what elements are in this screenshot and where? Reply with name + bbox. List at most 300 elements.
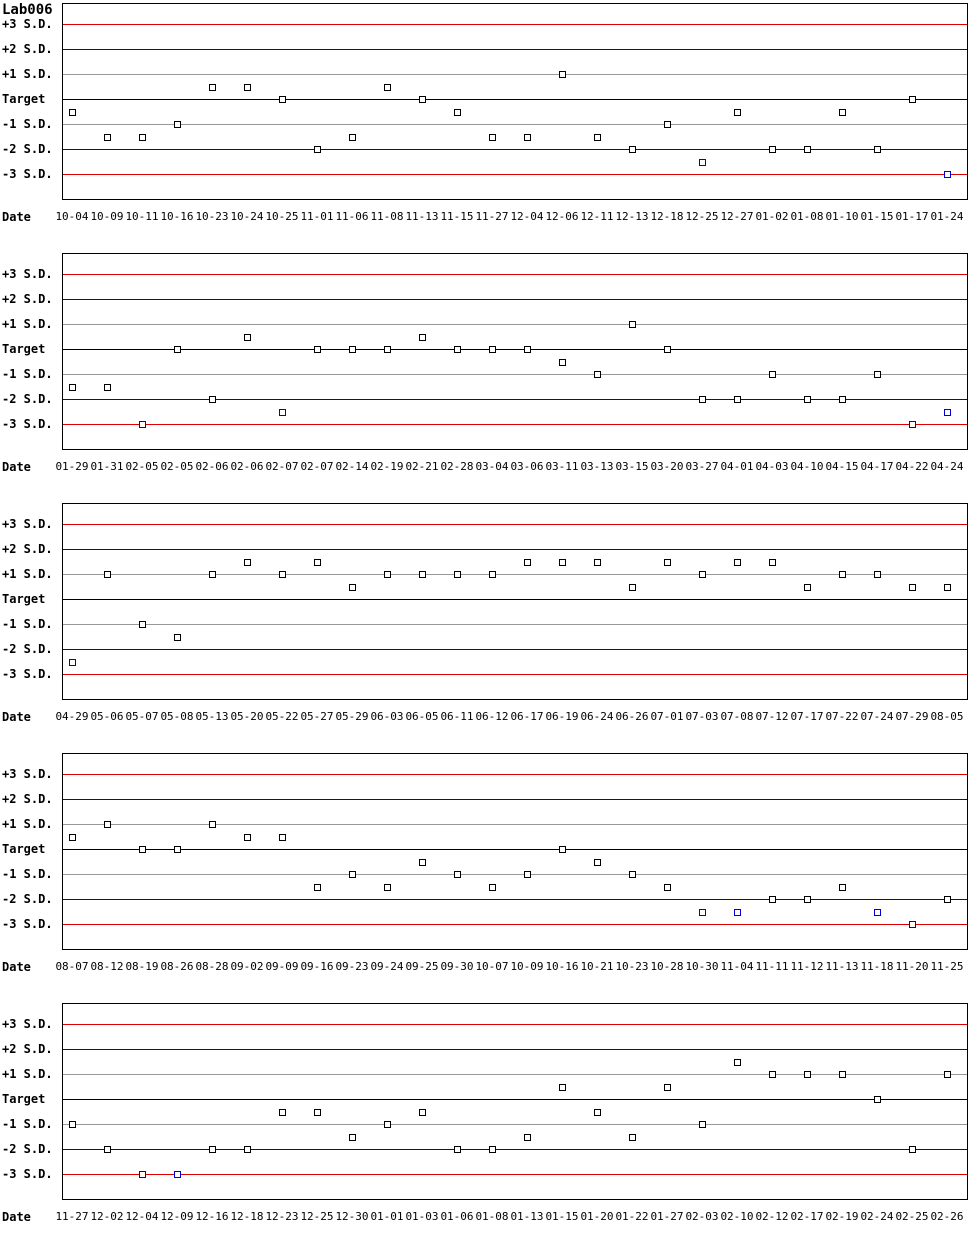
qc-data-point bbox=[909, 921, 916, 928]
qc-data-point bbox=[839, 884, 846, 891]
x-tick-label: 07-12 bbox=[755, 710, 789, 723]
x-tick-label: 12-25 bbox=[685, 210, 719, 223]
qc-data-point bbox=[69, 1121, 76, 1128]
x-tick-label: 04-24 bbox=[930, 460, 964, 473]
qc-data-point bbox=[734, 109, 741, 116]
y-axis-label: -2 S.D. bbox=[2, 392, 53, 406]
x-tick-label: 09-24 bbox=[370, 960, 404, 973]
x-tick-label: 02-24 bbox=[860, 1210, 894, 1223]
x-tick-label: 10-30 bbox=[685, 960, 719, 973]
qc-data-point bbox=[384, 884, 391, 891]
x-tick-label: 11-12 bbox=[790, 960, 824, 973]
minus-3-sd-line bbox=[63, 424, 967, 425]
qc-data-point bbox=[349, 871, 356, 878]
y-axis-label: +3 S.D. bbox=[2, 767, 53, 781]
y-axis-label: -1 S.D. bbox=[2, 867, 53, 881]
qc-data-point bbox=[944, 409, 951, 416]
plus-2-sd-line bbox=[63, 799, 967, 800]
x-tick-label: 09-02 bbox=[230, 960, 264, 973]
qc-data-point bbox=[209, 1146, 216, 1153]
x-tick-label: 11-04 bbox=[720, 960, 754, 973]
y-axis-label: -1 S.D. bbox=[2, 367, 53, 381]
qc-data-point bbox=[874, 909, 881, 916]
x-tick-label: 10-23 bbox=[615, 960, 649, 973]
y-axis-label: Target bbox=[2, 342, 46, 356]
x-tick-label: 02-06 bbox=[195, 460, 229, 473]
qc-data-point bbox=[349, 134, 356, 141]
qc-data-point bbox=[769, 146, 776, 153]
x-tick-label: 03-20 bbox=[650, 460, 684, 473]
x-tick-label: 07-22 bbox=[825, 710, 859, 723]
y-axis-label: -2 S.D. bbox=[2, 142, 53, 156]
qc-data-point bbox=[69, 109, 76, 116]
date-axis-label: Date bbox=[2, 210, 31, 224]
y-axis-label: +1 S.D. bbox=[2, 567, 53, 581]
qc-data-point bbox=[664, 346, 671, 353]
x-tick-label: 12-13 bbox=[615, 210, 649, 223]
x-tick-label: 03-13 bbox=[580, 460, 614, 473]
date-axis-label: Date bbox=[2, 710, 31, 724]
x-tick-label: 12-30 bbox=[335, 1210, 369, 1223]
qc-data-point bbox=[594, 859, 601, 866]
y-axis-label: -2 S.D. bbox=[2, 1142, 53, 1156]
y-axis-label: -3 S.D. bbox=[2, 667, 53, 681]
qc-data-point bbox=[454, 571, 461, 578]
qc-data-point bbox=[524, 871, 531, 878]
date-axis-label: Date bbox=[2, 460, 31, 474]
x-tick-label: 02-19 bbox=[825, 1210, 859, 1223]
x-tick-label: 11-08 bbox=[370, 210, 404, 223]
x-tick-label: 01-22 bbox=[615, 1210, 649, 1223]
qc-data-point bbox=[804, 396, 811, 403]
x-tick-label: 08-05 bbox=[930, 710, 964, 723]
x-tick-label: 11-06 bbox=[335, 210, 369, 223]
qc-data-point bbox=[104, 571, 111, 578]
x-tick-label: 02-07 bbox=[265, 460, 299, 473]
minus-1-sd-line bbox=[63, 874, 967, 875]
qc-data-point bbox=[279, 571, 286, 578]
qc-data-point bbox=[734, 1059, 741, 1066]
qc-data-point bbox=[839, 1071, 846, 1078]
x-tick-label: 10-04 bbox=[55, 210, 89, 223]
qc-data-point bbox=[909, 96, 916, 103]
qc-data-point bbox=[419, 334, 426, 341]
qc-data-point bbox=[594, 134, 601, 141]
qc-data-point bbox=[944, 171, 951, 178]
qc-data-point bbox=[664, 1084, 671, 1091]
minus-2-sd-line bbox=[63, 899, 967, 900]
x-tick-label: 01-27 bbox=[650, 1210, 684, 1223]
qc-data-point bbox=[314, 146, 321, 153]
x-tick-label: 11-11 bbox=[755, 960, 789, 973]
minus-1-sd-line bbox=[63, 374, 967, 375]
x-tick-label: 05-22 bbox=[265, 710, 299, 723]
x-tick-label: 02-07 bbox=[300, 460, 334, 473]
date-axis-label: Date bbox=[2, 960, 31, 974]
qc-data-point bbox=[244, 834, 251, 841]
qc-data-point bbox=[629, 1134, 636, 1141]
x-tick-label: 05-07 bbox=[125, 710, 159, 723]
x-tick-label: 01-24 bbox=[930, 210, 964, 223]
x-tick-label: 02-05 bbox=[160, 460, 194, 473]
x-tick-label: 03-04 bbox=[475, 460, 509, 473]
x-tick-label: 01-10 bbox=[825, 210, 859, 223]
qc-data-point bbox=[699, 571, 706, 578]
qc-data-point bbox=[769, 1071, 776, 1078]
qc-data-point bbox=[874, 1096, 881, 1103]
qc-data-point bbox=[559, 71, 566, 78]
x-tick-label: 10-24 bbox=[230, 210, 264, 223]
qc-data-point bbox=[419, 1109, 426, 1116]
qc-data-point bbox=[209, 84, 216, 91]
qc-chart-panel-5 bbox=[62, 1003, 968, 1200]
qc-data-point bbox=[174, 121, 181, 128]
qc-data-point bbox=[804, 584, 811, 591]
qc-data-point bbox=[454, 346, 461, 353]
qc-data-point bbox=[664, 884, 671, 891]
qc-data-point bbox=[454, 109, 461, 116]
minus-3-sd-line bbox=[63, 674, 967, 675]
qc-data-point bbox=[909, 1146, 916, 1153]
x-tick-label: 06-19 bbox=[545, 710, 579, 723]
y-axis-label: -3 S.D. bbox=[2, 917, 53, 931]
x-tick-label: 10-25 bbox=[265, 210, 299, 223]
qc-data-point bbox=[419, 96, 426, 103]
plus-1-sd-line bbox=[63, 574, 967, 575]
qc-data-point bbox=[69, 659, 76, 666]
target-line bbox=[63, 99, 967, 100]
x-tick-label: 02-14 bbox=[335, 460, 369, 473]
x-tick-label: 02-06 bbox=[230, 460, 264, 473]
x-tick-label: 11-15 bbox=[440, 210, 474, 223]
qc-data-point bbox=[349, 1134, 356, 1141]
qc-data-point bbox=[139, 1171, 146, 1178]
target-line bbox=[63, 849, 967, 850]
qc-data-point bbox=[244, 84, 251, 91]
x-tick-label: 04-01 bbox=[720, 460, 754, 473]
qc-data-point bbox=[734, 396, 741, 403]
qc-data-point bbox=[349, 584, 356, 591]
qc-data-point bbox=[174, 346, 181, 353]
plus-1-sd-line bbox=[63, 1074, 967, 1075]
x-tick-label: 01-03 bbox=[405, 1210, 439, 1223]
x-tick-label: 12-23 bbox=[265, 1210, 299, 1223]
plus-3-sd-line bbox=[63, 274, 967, 275]
qc-data-point bbox=[629, 584, 636, 591]
qc-data-point bbox=[594, 1109, 601, 1116]
x-tick-label: 03-15 bbox=[615, 460, 649, 473]
qc-data-point bbox=[104, 821, 111, 828]
x-tick-label: 11-27 bbox=[475, 210, 509, 223]
minus-2-sd-line bbox=[63, 1149, 967, 1150]
x-tick-label: 01-08 bbox=[790, 210, 824, 223]
x-tick-label: 11-18 bbox=[860, 960, 894, 973]
qc-data-point bbox=[384, 346, 391, 353]
x-tick-label: 12-25 bbox=[300, 1210, 334, 1223]
minus-3-sd-line bbox=[63, 174, 967, 175]
qc-data-point bbox=[279, 834, 286, 841]
y-axis-label: Target bbox=[2, 1092, 46, 1106]
qc-data-point bbox=[734, 909, 741, 916]
qc-data-point bbox=[699, 396, 706, 403]
qc-data-point bbox=[104, 134, 111, 141]
qc-data-point bbox=[139, 421, 146, 428]
x-tick-label: 08-26 bbox=[160, 960, 194, 973]
x-tick-label: 02-19 bbox=[370, 460, 404, 473]
x-tick-label: 07-17 bbox=[790, 710, 824, 723]
y-axis-label: -1 S.D. bbox=[2, 1117, 53, 1131]
qc-data-point bbox=[769, 896, 776, 903]
qc-data-point bbox=[454, 1146, 461, 1153]
qc-data-point bbox=[559, 1084, 566, 1091]
qc-data-point bbox=[699, 159, 706, 166]
minus-3-sd-line bbox=[63, 924, 967, 925]
x-tick-label: 10-21 bbox=[580, 960, 614, 973]
plus-2-sd-line bbox=[63, 299, 967, 300]
y-axis-label: +2 S.D. bbox=[2, 292, 53, 306]
y-axis-label: +1 S.D. bbox=[2, 317, 53, 331]
qc-data-point bbox=[769, 371, 776, 378]
qc-data-point bbox=[209, 396, 216, 403]
x-tick-label: 01-29 bbox=[55, 460, 89, 473]
qc-chart-panel-4 bbox=[62, 753, 968, 950]
y-axis-label: +3 S.D. bbox=[2, 17, 53, 31]
x-tick-label: 12-18 bbox=[230, 1210, 264, 1223]
x-tick-label: 01-13 bbox=[510, 1210, 544, 1223]
qc-data-point bbox=[594, 371, 601, 378]
qc-data-point bbox=[524, 134, 531, 141]
qc-data-point bbox=[314, 559, 321, 566]
qc-data-point bbox=[559, 359, 566, 366]
y-axis-label: -3 S.D. bbox=[2, 417, 53, 431]
x-tick-label: 02-21 bbox=[405, 460, 439, 473]
x-tick-label: 11-13 bbox=[405, 210, 439, 223]
plus-1-sd-line bbox=[63, 824, 967, 825]
qc-data-point bbox=[489, 884, 496, 891]
plus-2-sd-line bbox=[63, 549, 967, 550]
plus-1-sd-line bbox=[63, 324, 967, 325]
qc-data-point bbox=[804, 1071, 811, 1078]
qc-data-point bbox=[489, 346, 496, 353]
qc-data-point bbox=[279, 409, 286, 416]
qc-data-point bbox=[244, 1146, 251, 1153]
x-tick-label: 06-03 bbox=[370, 710, 404, 723]
x-tick-label: 02-26 bbox=[930, 1210, 964, 1223]
qc-data-point bbox=[734, 559, 741, 566]
x-tick-label: 06-05 bbox=[405, 710, 439, 723]
y-axis-label: -2 S.D. bbox=[2, 892, 53, 906]
x-tick-label: 04-10 bbox=[790, 460, 824, 473]
x-tick-label: 04-03 bbox=[755, 460, 789, 473]
qc-data-point bbox=[279, 1109, 286, 1116]
x-tick-label: 01-15 bbox=[860, 210, 894, 223]
y-axis-label: Target bbox=[2, 92, 46, 106]
qc-data-point bbox=[944, 584, 951, 591]
qc-chart-panel-3 bbox=[62, 503, 968, 700]
y-axis-label: +1 S.D. bbox=[2, 817, 53, 831]
y-axis-label: +1 S.D. bbox=[2, 1067, 53, 1081]
x-tick-label: 07-01 bbox=[650, 710, 684, 723]
target-line bbox=[63, 349, 967, 350]
x-tick-label: 12-11 bbox=[580, 210, 614, 223]
y-axis-label: +1 S.D. bbox=[2, 67, 53, 81]
qc-data-point bbox=[69, 834, 76, 841]
x-tick-label: 09-23 bbox=[335, 960, 369, 973]
qc-data-point bbox=[384, 1121, 391, 1128]
qc-data-point bbox=[769, 559, 776, 566]
plus-3-sd-line bbox=[63, 1024, 967, 1025]
qc-data-point bbox=[209, 821, 216, 828]
x-tick-label: 01-01 bbox=[370, 1210, 404, 1223]
x-tick-label: 06-17 bbox=[510, 710, 544, 723]
x-tick-label: 10-16 bbox=[545, 960, 579, 973]
y-axis-label: +2 S.D. bbox=[2, 1042, 53, 1056]
qc-data-point bbox=[559, 846, 566, 853]
plus-3-sd-line bbox=[63, 524, 967, 525]
x-tick-label: 10-23 bbox=[195, 210, 229, 223]
x-tick-label: 10-16 bbox=[160, 210, 194, 223]
x-tick-label: 08-07 bbox=[55, 960, 89, 973]
x-tick-label: 10-09 bbox=[90, 210, 124, 223]
qc-data-point bbox=[629, 146, 636, 153]
plus-2-sd-line bbox=[63, 49, 967, 50]
y-axis-label: +2 S.D. bbox=[2, 792, 53, 806]
minus-2-sd-line bbox=[63, 649, 967, 650]
qc-data-point bbox=[139, 134, 146, 141]
qc-data-point bbox=[174, 634, 181, 641]
qc-data-point bbox=[839, 396, 846, 403]
qc-data-point bbox=[209, 571, 216, 578]
y-axis-label: +3 S.D. bbox=[2, 1017, 53, 1031]
x-tick-label: 10-11 bbox=[125, 210, 159, 223]
page-title: Lab006 bbox=[2, 2, 53, 18]
qc-data-point bbox=[104, 384, 111, 391]
qc-data-point bbox=[839, 109, 846, 116]
qc-data-point bbox=[524, 1134, 531, 1141]
x-tick-label: 03-11 bbox=[545, 460, 579, 473]
x-tick-label: 06-26 bbox=[615, 710, 649, 723]
plus-3-sd-line bbox=[63, 774, 967, 775]
x-tick-label: 04-15 bbox=[825, 460, 859, 473]
x-tick-label: 09-30 bbox=[440, 960, 474, 973]
qc-data-point bbox=[174, 846, 181, 853]
x-tick-label: 11-20 bbox=[895, 960, 929, 973]
qc-data-point bbox=[349, 346, 356, 353]
qc-data-point bbox=[244, 559, 251, 566]
x-tick-label: 11-25 bbox=[930, 960, 964, 973]
qc-data-point bbox=[104, 1146, 111, 1153]
minus-1-sd-line bbox=[63, 624, 967, 625]
x-tick-label: 10-09 bbox=[510, 960, 544, 973]
qc-data-point bbox=[804, 146, 811, 153]
plus-2-sd-line bbox=[63, 1049, 967, 1050]
x-tick-label: 05-20 bbox=[230, 710, 264, 723]
y-axis-label: +3 S.D. bbox=[2, 517, 53, 531]
x-tick-label: 07-08 bbox=[720, 710, 754, 723]
y-axis-label: -3 S.D. bbox=[2, 1167, 53, 1181]
x-tick-label: 01-17 bbox=[895, 210, 929, 223]
plus-1-sd-line bbox=[63, 74, 967, 75]
qc-data-point bbox=[314, 884, 321, 891]
x-tick-label: 05-29 bbox=[335, 710, 369, 723]
x-tick-label: 09-09 bbox=[265, 960, 299, 973]
y-axis-label: Target bbox=[2, 842, 46, 856]
qc-data-point bbox=[139, 846, 146, 853]
qc-data-point bbox=[489, 1146, 496, 1153]
x-tick-label: 07-29 bbox=[895, 710, 929, 723]
qc-data-point bbox=[839, 571, 846, 578]
qc-data-point bbox=[874, 371, 881, 378]
x-tick-label: 12-18 bbox=[650, 210, 684, 223]
qc-data-point bbox=[944, 1071, 951, 1078]
qc-data-point bbox=[944, 896, 951, 903]
x-tick-label: 04-22 bbox=[895, 460, 929, 473]
x-tick-label: 09-25 bbox=[405, 960, 439, 973]
x-tick-label: 04-29 bbox=[55, 710, 89, 723]
qc-data-point bbox=[664, 121, 671, 128]
x-tick-label: 12-04 bbox=[125, 1210, 159, 1223]
x-tick-label: 01-31 bbox=[90, 460, 124, 473]
qc-data-point bbox=[174, 1171, 181, 1178]
qc-data-point bbox=[489, 571, 496, 578]
x-tick-label: 02-10 bbox=[720, 1210, 754, 1223]
x-tick-label: 02-28 bbox=[440, 460, 474, 473]
x-tick-label: 05-08 bbox=[160, 710, 194, 723]
x-tick-label: 04-17 bbox=[860, 460, 894, 473]
x-tick-label: 02-03 bbox=[685, 1210, 719, 1223]
y-axis-label: +3 S.D. bbox=[2, 267, 53, 281]
minus-1-sd-line bbox=[63, 1124, 967, 1125]
x-tick-label: 07-24 bbox=[860, 710, 894, 723]
x-tick-label: 06-12 bbox=[475, 710, 509, 723]
x-tick-label: 03-06 bbox=[510, 460, 544, 473]
x-tick-label: 08-19 bbox=[125, 960, 159, 973]
x-tick-label: 12-09 bbox=[160, 1210, 194, 1223]
x-tick-label: 01-15 bbox=[545, 1210, 579, 1223]
qc-data-point bbox=[699, 1121, 706, 1128]
qc-data-point bbox=[314, 346, 321, 353]
y-axis-label: +2 S.D. bbox=[2, 42, 53, 56]
qc-data-point bbox=[279, 96, 286, 103]
x-tick-label: 02-12 bbox=[755, 1210, 789, 1223]
qc-chart-panel-2 bbox=[62, 253, 968, 450]
x-tick-label: 11-13 bbox=[825, 960, 859, 973]
x-tick-label: 02-17 bbox=[790, 1210, 824, 1223]
x-tick-label: 12-27 bbox=[720, 210, 754, 223]
minus-3-sd-line bbox=[63, 1174, 967, 1175]
x-tick-label: 08-12 bbox=[90, 960, 124, 973]
x-tick-label: 12-04 bbox=[510, 210, 544, 223]
y-axis-label: -1 S.D. bbox=[2, 117, 53, 131]
target-line bbox=[63, 1099, 967, 1100]
x-tick-label: 08-28 bbox=[195, 960, 229, 973]
x-tick-label: 10-07 bbox=[475, 960, 509, 973]
x-tick-label: 06-24 bbox=[580, 710, 614, 723]
x-tick-label: 11-27 bbox=[55, 1210, 89, 1223]
qc-data-point bbox=[594, 559, 601, 566]
qc-data-point bbox=[314, 1109, 321, 1116]
x-tick-label: 07-03 bbox=[685, 710, 719, 723]
x-tick-label: 09-16 bbox=[300, 960, 334, 973]
x-tick-label: 01-02 bbox=[755, 210, 789, 223]
qc-data-point bbox=[489, 134, 496, 141]
x-tick-label: 02-05 bbox=[125, 460, 159, 473]
x-tick-label: 11-01 bbox=[300, 210, 334, 223]
x-tick-label: 05-27 bbox=[300, 710, 334, 723]
qc-data-point bbox=[524, 346, 531, 353]
x-tick-label: 12-02 bbox=[90, 1210, 124, 1223]
qc-chart-panel-1 bbox=[62, 3, 968, 200]
